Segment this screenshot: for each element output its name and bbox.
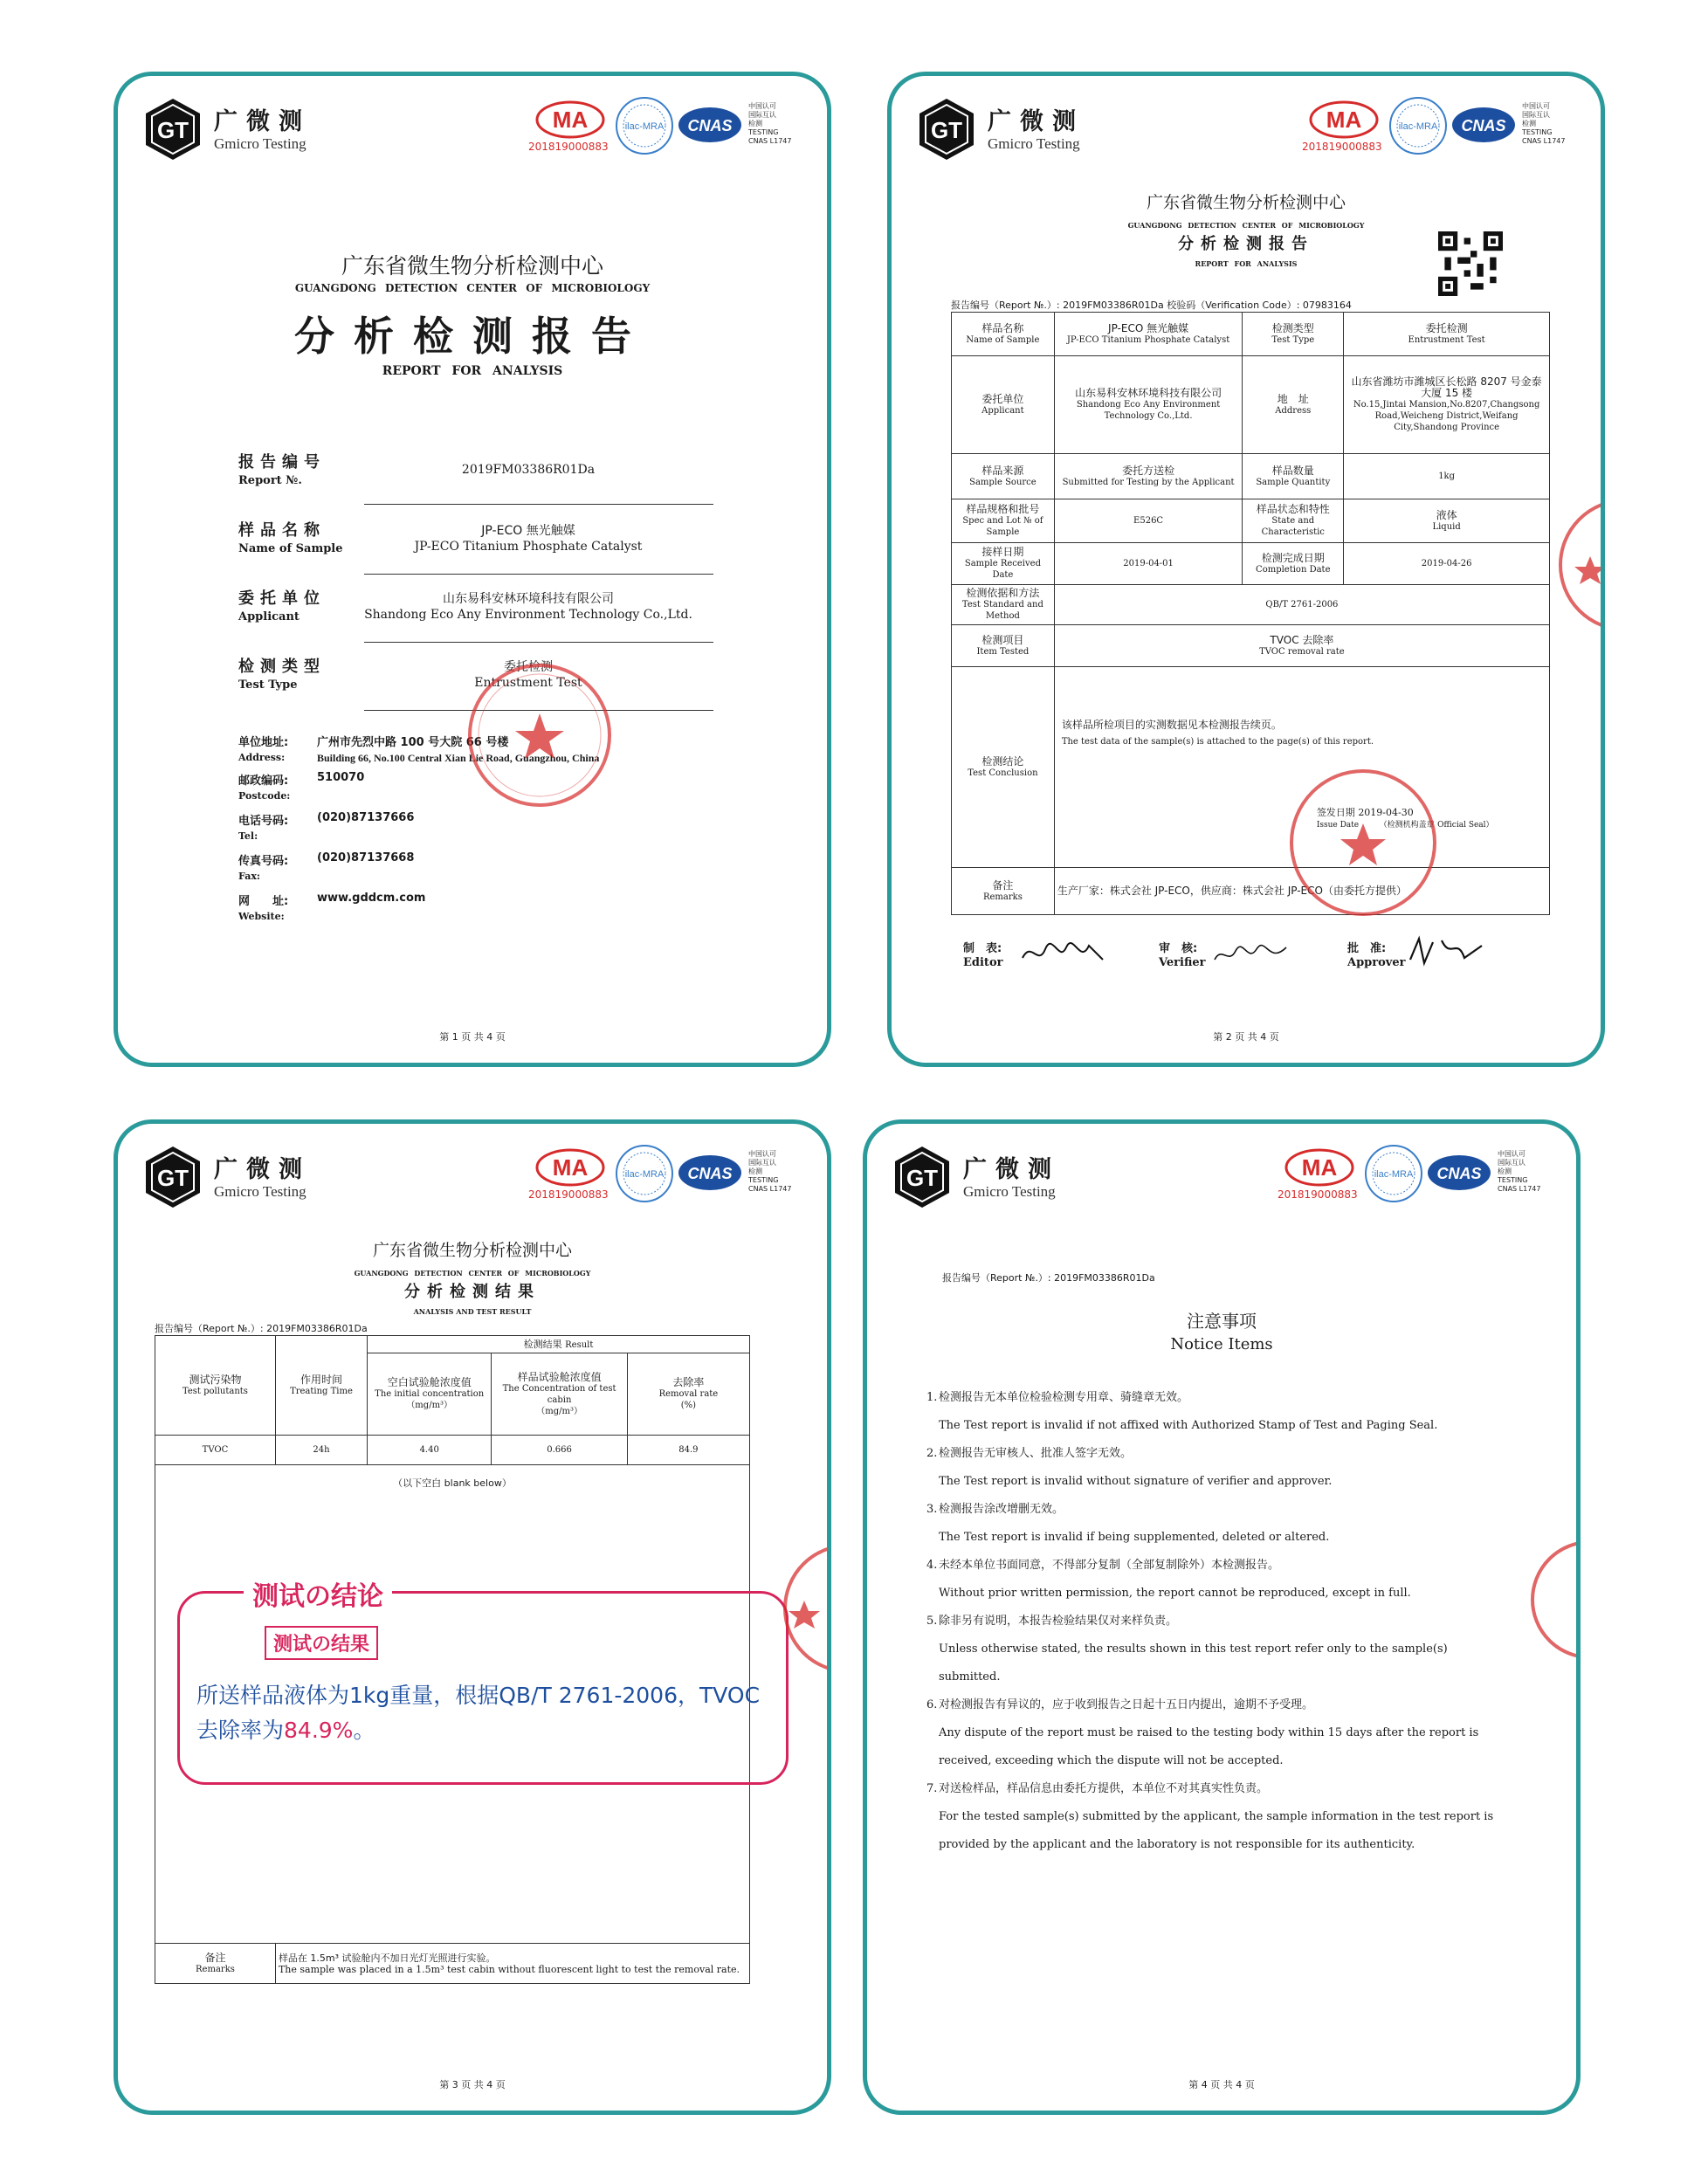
- applicant-label-cn: 委托单位: [238, 589, 326, 608]
- notice-item: 6. 对检测报告有异议的，应于收到报告之日起十五日内提出，逾期不予受理。 Any dispute of the report must be raised to the testing body within 15 days after the report is received, exceeding which the dispute will not be accepted.: [926, 1698, 1479, 1767]
- cma-number: 201819000883: [1302, 141, 1382, 153]
- logo-chinese-name: 广微测: [214, 108, 311, 135]
- cnas-text: 中国认可 国际互认 检测 TESTING CNAS L1747: [1522, 102, 1566, 145]
- table-cell: 样品试验舱浓度值 The Concentration of test cabin （mg/m³）: [492, 1353, 627, 1436]
- table-cell: 样品在 1.5m³ 试验舱内不加日光灯光照进行实验。 The sample was placed in a 1.5m³ test cabin without fluorescent light to test the removal rate.: [275, 1944, 749, 1984]
- ilac-mra-badge-icon: [1363, 1143, 1424, 1204]
- verifier-label-cn: 审 核:: [1159, 942, 1198, 955]
- website-label-en: Website:: [238, 911, 285, 922]
- gmicro-logo-icon: [144, 97, 202, 162]
- table-cell: 检测类型 Test Type: [1243, 313, 1344, 356]
- sample-name-value: JP-ECO 無光触媒 JP-ECO Titanium Phosphate Catalyst: [414, 524, 643, 554]
- cma-badge-icon: [535, 100, 605, 139]
- editor-signature-icon: [1019, 935, 1106, 970]
- table-row: [155, 1436, 750, 1465]
- table-cell: 样品数量 Sample Quantity: [1243, 454, 1344, 499]
- table-cell: 0.666: [492, 1436, 627, 1465]
- gmicro-logo-icon: [893, 1145, 951, 1209]
- svg-text:MA: MA: [1301, 1154, 1338, 1181]
- table-cell: 检测项目 Item Tested: [952, 625, 1055, 667]
- table-cell: 1kg: [1344, 454, 1550, 499]
- ilac-mra-badge-icon: [614, 95, 675, 156]
- table-cell: 2019-04-26: [1344, 543, 1550, 585]
- report-title-en: REPORT FOR ANALYSIS: [1195, 259, 1298, 268]
- table-cell: 备注 Remarks: [155, 1944, 276, 1984]
- table-cell: 生产厂家：株式会社 JP-ECO，供应商：株式会社 JP-ECO（由委托方提供）: [1054, 868, 1549, 915]
- table-cell: 检测完成日期 Completion Date: [1243, 543, 1344, 585]
- page-number: 第 3 页 共 4 页: [439, 2079, 506, 2090]
- svg-text:MA: MA: [1326, 107, 1362, 133]
- sample-name-label-cn: 样品名称: [238, 521, 326, 540]
- svg-text:GT: GT: [156, 1165, 189, 1191]
- center-name-cn: 广东省微生物分析检测中心: [1146, 193, 1346, 212]
- verifier-signature-icon: [1211, 939, 1290, 970]
- center-name-en: GUANGDONG DETECTION CENTER OF MICROBIOLOGY: [1127, 221, 1365, 230]
- paging-seal-icon: [1555, 495, 1605, 635]
- center-name-cn: 广东省微生物分析检测中心: [372, 1241, 572, 1260]
- svg-text:ilac-MRA: ilac-MRA: [1398, 121, 1438, 132]
- logo-english-name: Gmicro Testing: [988, 135, 1080, 152]
- table-cell: 检测结果 Result: [368, 1336, 750, 1353]
- cnas-badge-icon: [1450, 106, 1517, 144]
- tel-label-cn: 电话号码:: [238, 815, 289, 828]
- postcode-value: 510070: [317, 771, 365, 784]
- table-cell: 样品名称 Name of Sample: [952, 313, 1055, 356]
- postcode-label-en: Postcode:: [238, 790, 291, 802]
- approver-label-cn: 批 准:: [1347, 942, 1387, 955]
- table-cell: 接样日期 Sample Received Date: [952, 543, 1055, 585]
- address-value-en: Building 66, No.100 Central Xian Lie Road, Guangzhou, China: [317, 752, 600, 764]
- table-cell: JP-ECO 無光触媒 JP-ECO Titanium Phosphate Catalyst: [1054, 313, 1243, 356]
- logo-chinese-name: 广微测: [988, 108, 1085, 135]
- cma-number: 201819000883: [528, 141, 609, 153]
- report-title-en: REPORT FOR ANALYSIS: [382, 364, 563, 378]
- table-cell: 样品状态和特性 State and Characteristic: [1243, 499, 1344, 543]
- cma-badge-icon: [535, 1148, 605, 1187]
- notice-item: 3. 检测报告涂改增删无效。 The Test report is invalid if being supplemented, deleted or altered.: [926, 1503, 1330, 1544]
- conclusion-cell: 该样品所检项目的实测数据见本检测报告续页。 The test data of the sample(s) is attached to the page(s) of this report. 签发日期 2019-04-30 Issue Date （检测机构盖章 Official Seal）: [1054, 667, 1549, 868]
- paging-seal-icon: [1527, 1534, 1581, 1665]
- svg-text:GT: GT: [156, 117, 189, 143]
- table-cell: 液体 Liquid: [1344, 499, 1550, 543]
- page-number: 第 2 页 共 4 页: [1213, 1031, 1279, 1043]
- test-type-value: 委托检测 Entrustment Test: [474, 660, 582, 690]
- removal-rate-highlight: 84.9%: [284, 1718, 354, 1743]
- gmicro-logo-icon: [144, 1145, 202, 1209]
- postcode-label-cn: 邮政编码:: [238, 775, 289, 788]
- table-cell: 84.9: [627, 1436, 749, 1465]
- table-cell: 山东易科安林环境科技有限公司 Shandong Eco Any Environment Technology Co.,Ltd.: [1054, 356, 1243, 454]
- cnas-badge-icon: [1426, 1153, 1492, 1192]
- center-name-en: GUANGDONG DETECTION CENTER OF MICROBIOLOGY: [354, 1269, 591, 1277]
- cnas-text: 中国认可 国际互认 检测 TESTING CNAS L1747: [748, 1150, 792, 1193]
- svg-text:MA: MA: [552, 107, 589, 133]
- table-cell: 空白试验舱浓度值 The initial concentration （mg/m³）: [368, 1353, 492, 1436]
- svg-text:ilac-MRA: ilac-MRA: [624, 121, 665, 132]
- report-number-line: 报告编号（Report №.）: 2019FM03386R01Da: [155, 1323, 368, 1334]
- table-cell: 去除率 Removal rate (%): [627, 1353, 749, 1436]
- table-cell: 作用时间 Treating Time: [275, 1336, 367, 1436]
- address-label-en: Address:: [238, 752, 286, 763]
- table-cell: 委托检测 Entrustment Test: [1344, 313, 1550, 356]
- cnas-text: 中国认可 国际互认 检测 TESTING CNAS L1747: [1498, 1150, 1541, 1193]
- test-type-label-cn: 检测类型: [238, 658, 326, 676]
- notice-title-en: Notice Items: [1170, 1335, 1273, 1353]
- tel-label-en: Tel:: [238, 830, 258, 842]
- center-name-en: GUANGDONG DETECTION CENTER OF MICROBIOLOGY: [294, 282, 651, 294]
- applicant-label-en: Applicant: [238, 610, 300, 623]
- svg-text:ilac-MRA: ilac-MRA: [1374, 1169, 1414, 1180]
- logo-english-name: Gmicro Testing: [214, 1183, 306, 1200]
- report-number-line: 报告编号（Report №.）: 2019FM03386R01Da: [942, 1272, 1155, 1284]
- cnas-text: 中国认可 国际互认 检测 TESTING CNAS L1747: [748, 102, 792, 145]
- blank-below-cell: （以下空白 blank below）: [155, 1465, 750, 1944]
- table-cell: 委托单位 Applicant: [952, 356, 1055, 454]
- logo-english-name: Gmicro Testing: [214, 135, 306, 152]
- address-value-cn: 广州市先烈中路 100 号大院 66 号楼: [317, 736, 509, 749]
- svg-text:MA: MA: [552, 1154, 589, 1181]
- svg-text:ilac-MRA: ilac-MRA: [624, 1169, 665, 1180]
- notice-item: 2. 检测报告无审核人、批准人签字无效。 The Test report is invalid without signature of verifier and approver.: [926, 1447, 1333, 1488]
- report-number-line: 报告编号（Report №.）: 2019FM03386R01Da 校验码（Verification Code）: 07983164: [951, 300, 1352, 311]
- ilac-mra-badge-icon: [1388, 95, 1449, 156]
- table-cell: 地 址 Address: [1243, 356, 1344, 454]
- report-title-cn: 分析检测报告: [294, 313, 651, 360]
- field-underline: [364, 504, 713, 505]
- website-value: www.gddcm.com: [317, 892, 426, 905]
- approver-signature-icon: [1407, 933, 1485, 968]
- fax-label-en: Fax:: [238, 871, 260, 882]
- report-title-cn: 分析检测报告: [1178, 235, 1314, 253]
- table-cell: 2019-04-01: [1054, 543, 1243, 585]
- table-cell: 检测依据和方法 Test Standard and Method: [952, 585, 1055, 625]
- tel-value: (020)87137666: [317, 811, 415, 824]
- notice-item: 4. 未经本单位书面同意，不得部分复制（全部复制除外）本检测报告。 Without prior written permission, the report cannot be reproduced, except in full.: [926, 1559, 1411, 1600]
- cma-number: 201819000883: [528, 1188, 609, 1201]
- notice-item: 5. 除非另有说明，本报告检验结果仅对来样负责。 Unless otherwise stated, the results shown in this test report refer only to the sample(s) submitted.: [926, 1615, 1448, 1684]
- sample-name-label-en: Name of Sample: [238, 542, 343, 555]
- conclusion-text: 所送样品液体为1kg重量，根据QB/T 2761-2006，TVOC去除率为84.9%。: [196, 1683, 761, 1743]
- official-seal-icon: [465, 661, 614, 809]
- notice-item: 1. 检测报告无本单位检验检测专用章、骑缝章无效。 The Test report is invalid if not affixed with Authorized Stamp of Test and Paging Seal.: [926, 1391, 1438, 1432]
- table-cell: 样品规格和批号 Spec and Lot № of Sample: [952, 499, 1055, 543]
- qr-code-icon: [1438, 231, 1503, 296]
- logo-english-name: Gmicro Testing: [963, 1183, 1056, 1200]
- ilac-mra-badge-icon: [614, 1143, 675, 1204]
- table-cell: 24h: [275, 1436, 367, 1465]
- svg-text:CNAS: CNAS: [687, 117, 733, 134]
- applicant-value: 山东易科安林环境科技有限公司 Shandong Eco Any Environment Technology Co.,Ltd.: [364, 592, 692, 622]
- gmicro-logo-icon: [918, 97, 975, 162]
- address-label-cn: 单位地址:: [238, 736, 289, 749]
- table-cell: 4.40: [368, 1436, 492, 1465]
- cma-badge-icon: [1309, 100, 1379, 139]
- table-cell: 测试污染物 Test pollutants: [155, 1336, 276, 1436]
- editor-label-cn: 制 表:: [963, 942, 1002, 955]
- cnas-badge-icon: [677, 106, 743, 144]
- official-seal-icon: [1286, 766, 1440, 919]
- svg-text:CNAS: CNAS: [1461, 117, 1506, 134]
- report-no-label-cn: 报告编号: [238, 453, 326, 472]
- sample-info-table: [951, 312, 1550, 915]
- table-cell: 备注 Remarks: [952, 868, 1055, 915]
- fax-value: (020)87137668: [317, 851, 415, 864]
- report-page-4: [863, 1119, 1581, 2115]
- field-underline: [364, 574, 713, 575]
- report-no-label-en: Report №.: [238, 474, 302, 487]
- table-cell: TVOC 去除率 TVOC removal rate: [1054, 625, 1549, 667]
- test-type-label-en: Test Type: [238, 678, 298, 692]
- table-cell: 样品来源 Sample Source: [952, 454, 1055, 499]
- svg-text:CNAS: CNAS: [687, 1165, 733, 1182]
- notice-item: 7. 对送检样品，样品信息由委托方提供，本单位不对其真实性负责。 For the tested sample(s) submitted by the applicant, the sample information in the test report is provided by the applicant and the laboratory is not responsible for its authenticity.: [926, 1782, 1494, 1851]
- table-cell: TVOC: [155, 1436, 276, 1465]
- table-cell: 检测结论 Test Conclusion: [952, 667, 1055, 868]
- cma-badge-icon: [1284, 1148, 1354, 1187]
- paging-seal-icon: [782, 1534, 831, 1683]
- center-name-cn: 广东省微生物分析检测中心: [341, 253, 603, 279]
- result-title-en: ANALYSIS AND TEST RESULT: [413, 1307, 532, 1316]
- verifier-label-en: Verifier: [1159, 956, 1206, 969]
- table-cell: 山东省潍坊市潍城区长松路 8207 号金泰大厦 15 楼 No.15,Jintai Mansion,No.8207,Changsong Road,Weicheng District,Weifang City,Shandong Province: [1344, 356, 1550, 454]
- table-cell: 委托方送检 Submitted for Testing by the Applicant: [1054, 454, 1243, 499]
- table-cell: QB/T 2761-2006: [1054, 585, 1549, 625]
- conclusion-subtitle: 测试の结果: [265, 1626, 378, 1660]
- result-title-cn: 分析检测结果: [404, 1283, 541, 1301]
- svg-text:GT: GT: [906, 1165, 939, 1191]
- report-page-2: [887, 72, 1605, 1067]
- report-page-3: [114, 1119, 831, 2115]
- logo-chinese-name: 广微测: [214, 1156, 311, 1183]
- svg-text:GT: GT: [930, 117, 963, 143]
- notice-title-cn: 注意事项: [1187, 1311, 1257, 1332]
- fax-label-cn: 传真号码:: [238, 855, 289, 868]
- field-underline: [364, 642, 713, 643]
- logo-chinese-name: 广微测: [963, 1156, 1060, 1183]
- report-no-value: 2019FM03386R01Da: [461, 463, 596, 477]
- cnas-badge-icon: [677, 1153, 743, 1192]
- page-number: 第 1 页 共 4 页: [439, 1031, 506, 1043]
- website-label-cn: 网 址:: [238, 895, 289, 908]
- svg-text:CNAS: CNAS: [1436, 1165, 1482, 1182]
- approver-label-en: Approver: [1347, 956, 1406, 969]
- page-number: 第 4 页 共 4 页: [1188, 2079, 1255, 2090]
- cma-number: 201819000883: [1278, 1188, 1358, 1201]
- table-cell: E526C: [1054, 499, 1243, 543]
- editor-label-en: Editor: [963, 956, 1003, 969]
- report-page-1: [114, 72, 831, 1067]
- conclusion-title: 测试の结论: [244, 1574, 392, 1613]
